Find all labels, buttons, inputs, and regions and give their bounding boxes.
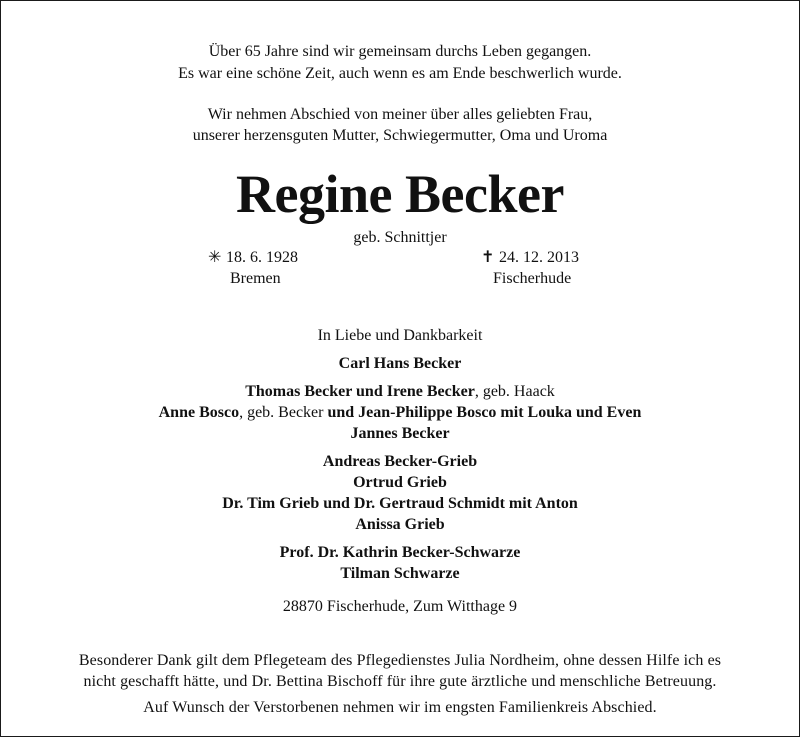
mourner-line bbox=[1, 403, 799, 423]
mourner-line bbox=[1, 382, 799, 402]
thanks-line-1: Besonderer Dank gilt dem Pflegeteam des Pflegedienstes Julia Nordheim, ohne dessen Hilfe ich es bbox=[78, 652, 722, 669]
mourner-name: und Jean-Philippe Bosco mit Louka und Even bbox=[327, 404, 642, 421]
mourner-maiden-name: , geb. Haack bbox=[474, 383, 555, 400]
mourner-line: Tilman Schwarze bbox=[340, 565, 460, 582]
mourner-name: Anne Bosco bbox=[158, 404, 240, 421]
birth-star-icon: ✳ bbox=[208, 249, 222, 266]
birth-date-line bbox=[208, 248, 298, 268]
mourner-line: Anissa Grieb bbox=[355, 516, 445, 533]
birth-date: 18. 6. 1928 bbox=[226, 249, 298, 266]
birth-name: geb. Schnittjer bbox=[353, 229, 447, 246]
mourner-line: Ortrud Grieb bbox=[353, 474, 447, 491]
death-date: 24. 12. 2013 bbox=[499, 249, 579, 266]
mourner-spouse: Carl Hans Becker bbox=[338, 355, 462, 372]
death-place: Fischerhude bbox=[493, 270, 572, 287]
mourners-intro: In Liebe und Dankbarkeit bbox=[317, 327, 483, 344]
deceased-name: Regine Becker bbox=[236, 164, 564, 224]
mourner-line: Prof. Dr. Kathrin Becker-Schwarze bbox=[279, 544, 521, 561]
farewell-line-2: unserer herzensguten Mutter, Schwiegermutter, Oma und Uroma bbox=[192, 127, 608, 144]
closing-wish: Auf Wunsch der Verstorbenen nehmen wir im engsten Familienkreis Abschied. bbox=[143, 699, 657, 716]
death-date-line bbox=[481, 248, 579, 268]
intro-line-1: Über 65 Jahre sind wir gemeinsam durchs Leben gegangen. bbox=[208, 43, 592, 60]
birth-place: Bremen bbox=[230, 270, 281, 287]
mourner-name: Thomas Becker und Irene Becker bbox=[245, 383, 475, 400]
farewell-line-1: Wir nehmen Abschied von meiner über alles geliebten Frau, bbox=[207, 106, 593, 123]
mourner-maiden-name: , geb. Becker bbox=[239, 404, 328, 421]
intro-line-2: Es war eine schöne Zeit, auch wenn es am Ende beschwerlich wurde. bbox=[178, 65, 622, 82]
mourner-line: Jannes Becker bbox=[350, 425, 450, 442]
mourner-line: Andreas Becker-Grieb bbox=[322, 453, 478, 470]
mourner-line: Dr. Tim Grieb und Dr. Gertraud Schmidt mit Anton bbox=[222, 495, 578, 512]
death-cross-icon: ✝ bbox=[481, 249, 495, 266]
family-address: 28870 Fischerhude, Zum Witthage 9 bbox=[282, 598, 518, 615]
thanks-line-2: nicht geschafft hätte, und Dr. Bettina Bischoff für ihre gute ärztliche und menschliche Betreuung. bbox=[83, 673, 717, 690]
